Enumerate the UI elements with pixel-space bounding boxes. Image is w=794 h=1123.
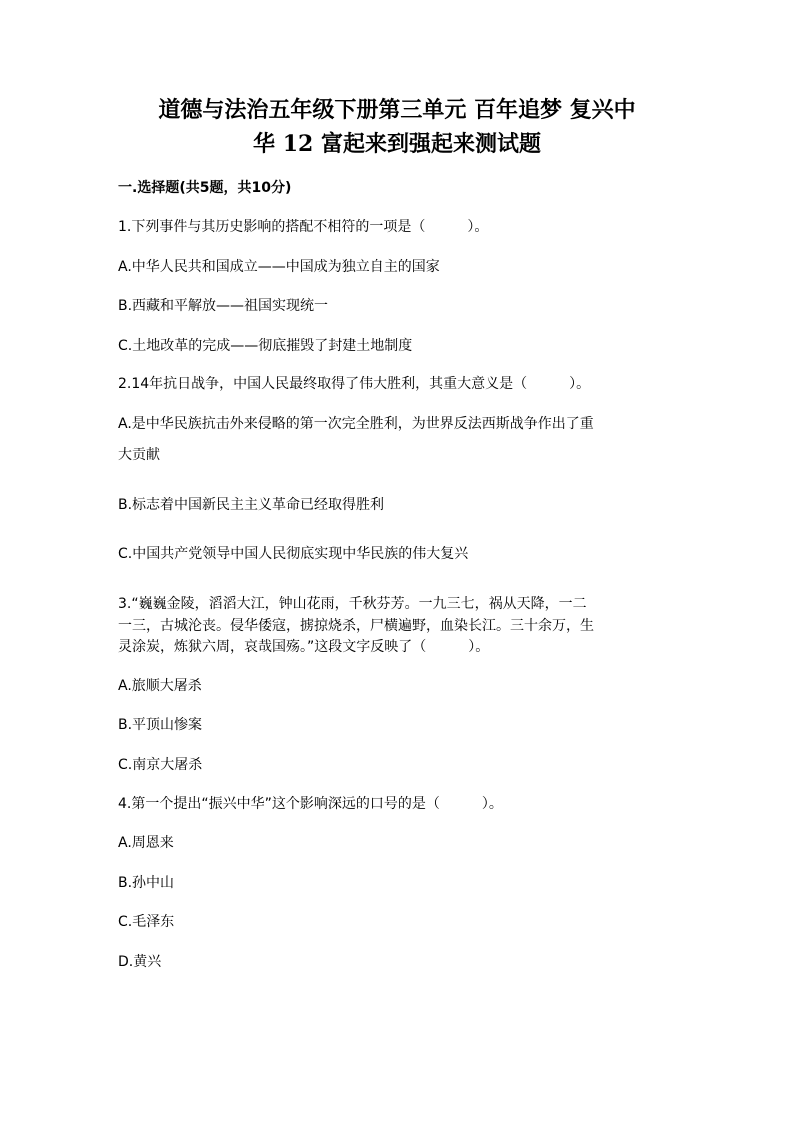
question-4-stem: 4.第一个提出“振兴中华”这个影响深远的口号的是（ ）。 bbox=[118, 796, 503, 812]
question-3-stem-line-2: 一三，古城沦丧。侵华倭寇，掳掠烧杀，尸横遍野，血染长江。三十余万，生 bbox=[118, 618, 594, 634]
question-4-option-c: C.毛泽东 bbox=[118, 914, 175, 930]
question-2-stem: 2.14年抗日战争，中国人民最终取得了伟大胜利，其重大意义是（ ）。 bbox=[118, 376, 591, 392]
document-title-line-2: 华 12 富起来到强起来测试题 bbox=[253, 131, 541, 157]
question-3-option-c: C.南京大屠杀 bbox=[118, 757, 203, 773]
question-2-option-c: C.中国共产党领导中国人民彻底实现中华民族的伟大复兴 bbox=[118, 546, 469, 562]
question-2-option-a-line-2: 大贡献 bbox=[118, 447, 160, 463]
question-1-option-a: A.中华人民共和国成立——中国成为独立自主的国家 bbox=[118, 259, 440, 275]
question-1-stem: 1.下列事件与其历史影响的搭配不相符的一项是（ ）。 bbox=[118, 219, 489, 235]
question-3-stem-line-3: 灵涂炭，炼狱六周，哀哉国殇。”这段文字反映了（ ）。 bbox=[118, 639, 490, 655]
question-3-option-b: B.平顶山惨案 bbox=[118, 717, 203, 733]
question-3-stem-line-1: 3.“巍巍金陵，滔滔大江，钟山花雨，千秋芬芳。一九三七，祸从天降，一二 bbox=[118, 596, 587, 612]
question-4-option-a: A.周恩来 bbox=[118, 835, 174, 851]
section-heading: 一.选择题(共5题，共10分) bbox=[118, 180, 292, 196]
question-4-option-d: D.黄兴 bbox=[118, 954, 162, 970]
question-1-option-b: B.西藏和平解放——祖国实现统一 bbox=[118, 298, 329, 314]
question-3-option-a: A.旅顺大屠杀 bbox=[118, 678, 202, 694]
question-2-option-b: B.标志着中国新民主主义革命已经取得胜利 bbox=[118, 497, 385, 513]
question-1-option-c: C.土地改革的完成——彻底摧毁了封建土地制度 bbox=[118, 338, 413, 354]
document-title-line-1: 道德与法治五年级下册第三单元 百年追梦 复兴中 bbox=[158, 97, 636, 123]
question-4-option-b: B.孙中山 bbox=[118, 875, 175, 891]
question-2-option-a-line-1: A.是中华民族抗击外来侵略的第一次完全胜利，为世界反法西斯战争作出了重 bbox=[118, 416, 594, 432]
